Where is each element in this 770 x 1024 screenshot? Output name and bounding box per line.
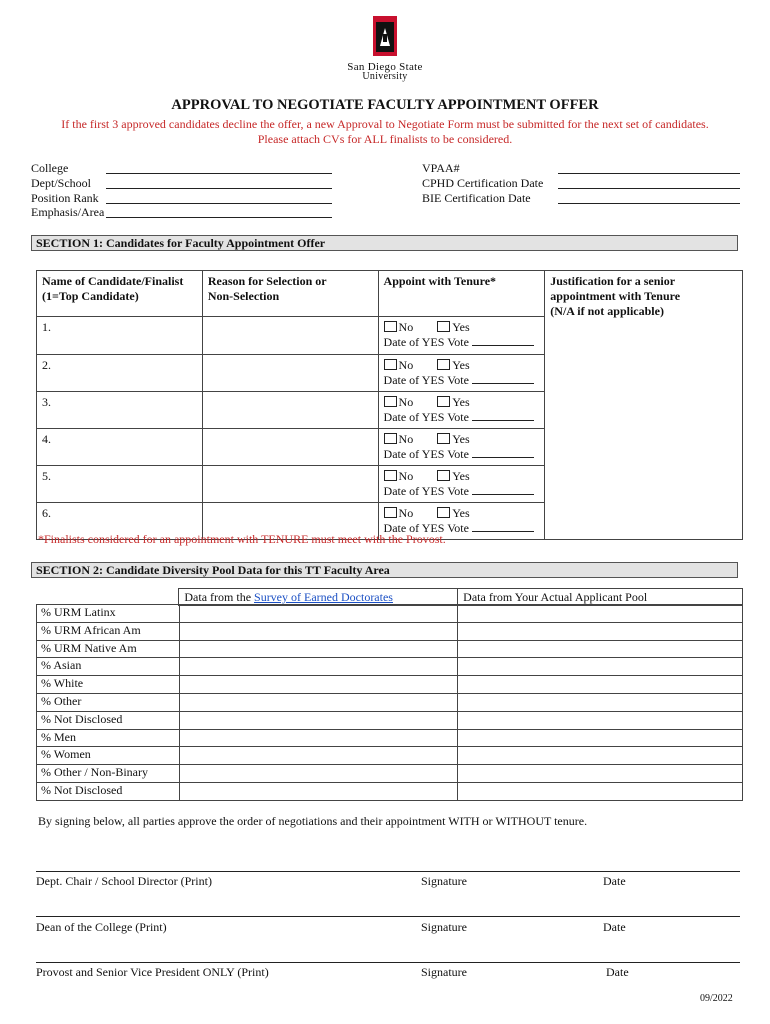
candidate-name-cell[interactable]: 4.	[37, 429, 203, 466]
diversity-corner	[36, 589, 179, 606]
survey-of-earned-doctorates-link[interactable]: Survey of Earned Doctorates	[254, 590, 393, 604]
applicant-pool-cell[interactable]	[458, 605, 743, 623]
dept-chair-print-label: Dept. Chair / School Director (Print)	[36, 874, 212, 888]
signature-label: Signature	[421, 965, 467, 979]
form-notice	[0, 117, 770, 147]
tenure-footnote: *Finalists considered for an appointment with TENURE must meet with the Provost.	[38, 532, 446, 546]
applicant-pool-cell[interactable]	[458, 729, 743, 747]
no-checkbox[interactable]	[384, 507, 397, 518]
candidate-name-header	[37, 271, 203, 317]
diversity-category-label: % URM Latinx	[37, 605, 180, 623]
diversity-row	[37, 622, 743, 640]
vote-date-label: Date of YES Vote	[383, 410, 469, 424]
diversity-header-row	[36, 589, 743, 606]
no-checkbox[interactable]	[384, 470, 397, 481]
candidates-header-row	[37, 271, 743, 317]
reason-cell[interactable]	[202, 429, 378, 466]
diversity-row	[37, 729, 743, 747]
position-rank-field[interactable]	[106, 191, 332, 204]
candidate-name-cell[interactable]: 1.	[37, 317, 203, 355]
survey-data-header	[179, 589, 458, 606]
yes-checkbox[interactable]	[437, 507, 450, 518]
diversity-category-label: % Other	[37, 693, 180, 711]
cphd-date-field[interactable]	[558, 176, 740, 189]
survey-data-cell[interactable]	[179, 729, 458, 747]
no-checkbox[interactable]	[384, 359, 397, 370]
justification-column[interactable]	[545, 271, 743, 540]
yes-checkbox[interactable]	[437, 433, 450, 444]
diversity-row	[37, 765, 743, 783]
applicant-pool-cell[interactable]	[458, 711, 743, 729]
no-label: No	[398, 358, 414, 372]
vote-date-label: Date of YES Vote	[383, 484, 469, 498]
vpaa-label: VPAA#	[422, 161, 460, 175]
no-checkbox[interactable]	[384, 433, 397, 444]
yes-label: Yes	[452, 395, 470, 409]
diversity-row	[37, 693, 743, 711]
no-label: No	[398, 506, 414, 520]
tenure-cell	[378, 355, 545, 392]
survey-data-cell[interactable]	[179, 747, 458, 765]
vote-date-label: Date of YES Vote	[383, 335, 469, 349]
vote-date-label: Date of YES Vote	[383, 447, 469, 461]
reason-header	[202, 271, 378, 317]
diversity-rows	[36, 604, 743, 801]
vote-date-label: Date of YES Vote	[383, 521, 469, 535]
vote-date-field[interactable]	[472, 374, 534, 384]
tenure-header: Appoint with Tenure*	[378, 271, 545, 317]
no-label: No	[398, 432, 414, 446]
no-checkbox[interactable]	[384, 396, 397, 407]
survey-data-cell[interactable]	[179, 658, 458, 676]
date-label: Date	[603, 874, 626, 888]
diversity-row	[37, 711, 743, 729]
position-rank-label: Position Rank	[31, 191, 99, 205]
form-version: 09/2022	[700, 993, 733, 1004]
college-field[interactable]	[106, 161, 332, 174]
applicant-pool-cell[interactable]	[458, 747, 743, 765]
survey-data-cell[interactable]	[179, 676, 458, 694]
notice-line-1: If the first 3 approved candidates decline the offer, a new Approval to Negotiate Form must be submitted for the next set of candidates.	[61, 117, 709, 131]
survey-data-cell[interactable]	[179, 622, 458, 640]
diversity-row	[37, 676, 743, 694]
candidates-table	[36, 270, 743, 540]
sdsu-seal-icon	[373, 16, 397, 56]
bie-date-label: BIE Certification Date	[422, 191, 531, 205]
yes-label: Yes	[452, 320, 470, 334]
date-label: Date	[603, 920, 626, 934]
emphasis-area-label: Emphasis/Area	[31, 205, 105, 219]
applicant-pool-cell[interactable]	[458, 782, 743, 800]
dean-print-label: Dean of the College (Print)	[36, 920, 167, 934]
reason-cell[interactable]	[202, 392, 378, 429]
candidate-name-cell[interactable]: 2.	[37, 355, 203, 392]
signing-statement: By signing below, all parties approve the order of negotiations and their appointment WITH or WITHOUT tenure.	[38, 814, 588, 828]
reason-header-line1: Reason for Selection or	[207, 274, 327, 288]
signature-line-2[interactable]	[36, 916, 740, 917]
dept-school-field[interactable]	[106, 176, 332, 189]
tenure-cell	[378, 392, 545, 429]
yes-label: Yes	[452, 469, 470, 483]
no-label: No	[398, 395, 414, 409]
reason-cell[interactable]	[202, 355, 378, 392]
candidate-name-cell[interactable]: 3.	[37, 392, 203, 429]
diversity-category-label: % White	[37, 676, 180, 694]
reason-cell[interactable]	[202, 466, 378, 503]
diversity-category-label: % URM Native Am	[37, 640, 180, 658]
vote-date-field[interactable]	[472, 336, 534, 346]
no-checkbox[interactable]	[384, 321, 397, 332]
candidate-name-header-line1: Name of Candidate/Finalist	[42, 274, 184, 288]
date-label: Date	[606, 965, 629, 979]
college-label: College	[31, 161, 69, 175]
applicant-pool-cell[interactable]	[458, 640, 743, 658]
vote-date-field[interactable]	[472, 485, 534, 495]
candidate-name-cell[interactable]: 6.	[37, 503, 203, 540]
tenure-cell	[378, 466, 545, 503]
survey-data-cell[interactable]	[179, 605, 458, 623]
diversity-category-label: % Other / Non-Binary	[37, 765, 180, 783]
notice-line-2: Please attach CVs for ALL finalists to be considered.	[257, 132, 513, 146]
vote-date-field[interactable]	[472, 411, 534, 421]
survey-data-cell[interactable]	[179, 782, 458, 800]
diversity-category-label: % Women	[37, 747, 180, 765]
signature-label: Signature	[421, 874, 467, 888]
applicant-pool-cell[interactable]	[458, 622, 743, 640]
diversity-category-label: % Asian	[37, 658, 180, 676]
diversity-category-label: % URM African Am	[37, 622, 180, 640]
survey-header-prefix: Data from the	[184, 590, 255, 604]
diversity-category-label: % Not Disclosed	[37, 782, 180, 800]
survey-data-cell[interactable]	[179, 640, 458, 658]
applicant-pool-cell[interactable]	[458, 658, 743, 676]
vote-date-label: Date of YES Vote	[383, 373, 469, 387]
reason-header-line2: Non-Selection	[207, 289, 280, 303]
justification-header-line3: (N/A if not applicable)	[550, 304, 664, 318]
yes-checkbox[interactable]	[437, 321, 450, 332]
candidate-name-cell[interactable]: 5.	[37, 466, 203, 503]
justification-header-line2: appointment with Tenure	[550, 289, 681, 303]
yes-checkbox[interactable]	[437, 359, 450, 370]
vote-date-field[interactable]	[472, 448, 534, 458]
applicant-pool-header: Data from Your Actual Applicant Pool	[458, 589, 743, 606]
signature-label: Signature	[421, 920, 467, 934]
diversity-category-label: % Men	[37, 729, 180, 747]
reason-cell[interactable]	[202, 317, 378, 355]
tenure-cell	[378, 317, 545, 355]
survey-data-cell[interactable]	[179, 765, 458, 783]
no-label: No	[398, 469, 414, 483]
applicant-pool-cell[interactable]	[458, 693, 743, 711]
yes-label: Yes	[452, 358, 470, 372]
applicant-pool-cell[interactable]	[458, 676, 743, 694]
justification-header-line1: Justification for a senior	[550, 274, 676, 288]
form-title: APPROVAL TO NEGOTIATE FACULTY APPOINTMENT OFFER	[171, 97, 599, 113]
cphd-date-label: CPHD Certification Date	[422, 176, 544, 190]
vpaa-field[interactable]	[558, 161, 740, 174]
university-name-line1: San Diego State	[347, 61, 423, 73]
diversity-category-label: % Not Disclosed	[37, 711, 180, 729]
no-label: No	[398, 320, 414, 334]
diversity-row	[37, 640, 743, 658]
dept-school-label: Dept/School	[31, 176, 91, 190]
bie-date-field[interactable]	[558, 191, 740, 204]
survey-data-cell[interactable]	[179, 711, 458, 729]
provost-print-label: Provost and Senior Vice President ONLY (Print)	[36, 965, 269, 979]
diversity-data-table	[36, 604, 743, 801]
signature-line-3[interactable]	[36, 962, 740, 963]
yes-label: Yes	[452, 432, 470, 446]
section1-heading: SECTION 1: Candidates for Faculty Appointment Offer	[31, 235, 738, 251]
university-name-line2: University	[362, 71, 408, 82]
diversity-row	[37, 658, 743, 676]
yes-checkbox[interactable]	[437, 470, 450, 481]
diversity-row	[37, 747, 743, 765]
diversity-row	[37, 605, 743, 623]
emphasis-area-field[interactable]	[106, 205, 332, 218]
section2-heading: SECTION 2: Candidate Diversity Pool Data for this TT Faculty Area	[31, 562, 738, 578]
vote-date-field[interactable]	[472, 522, 534, 532]
applicant-pool-cell[interactable]	[458, 765, 743, 783]
survey-data-cell[interactable]	[179, 693, 458, 711]
signature-line-1[interactable]	[36, 871, 740, 872]
diversity-row	[37, 782, 743, 800]
university-logo	[325, 16, 445, 86]
candidate-name-header-line2: (1=Top Candidate)	[42, 289, 139, 303]
yes-checkbox[interactable]	[437, 396, 450, 407]
tenure-cell	[378, 429, 545, 466]
yes-label: Yes	[452, 506, 470, 520]
